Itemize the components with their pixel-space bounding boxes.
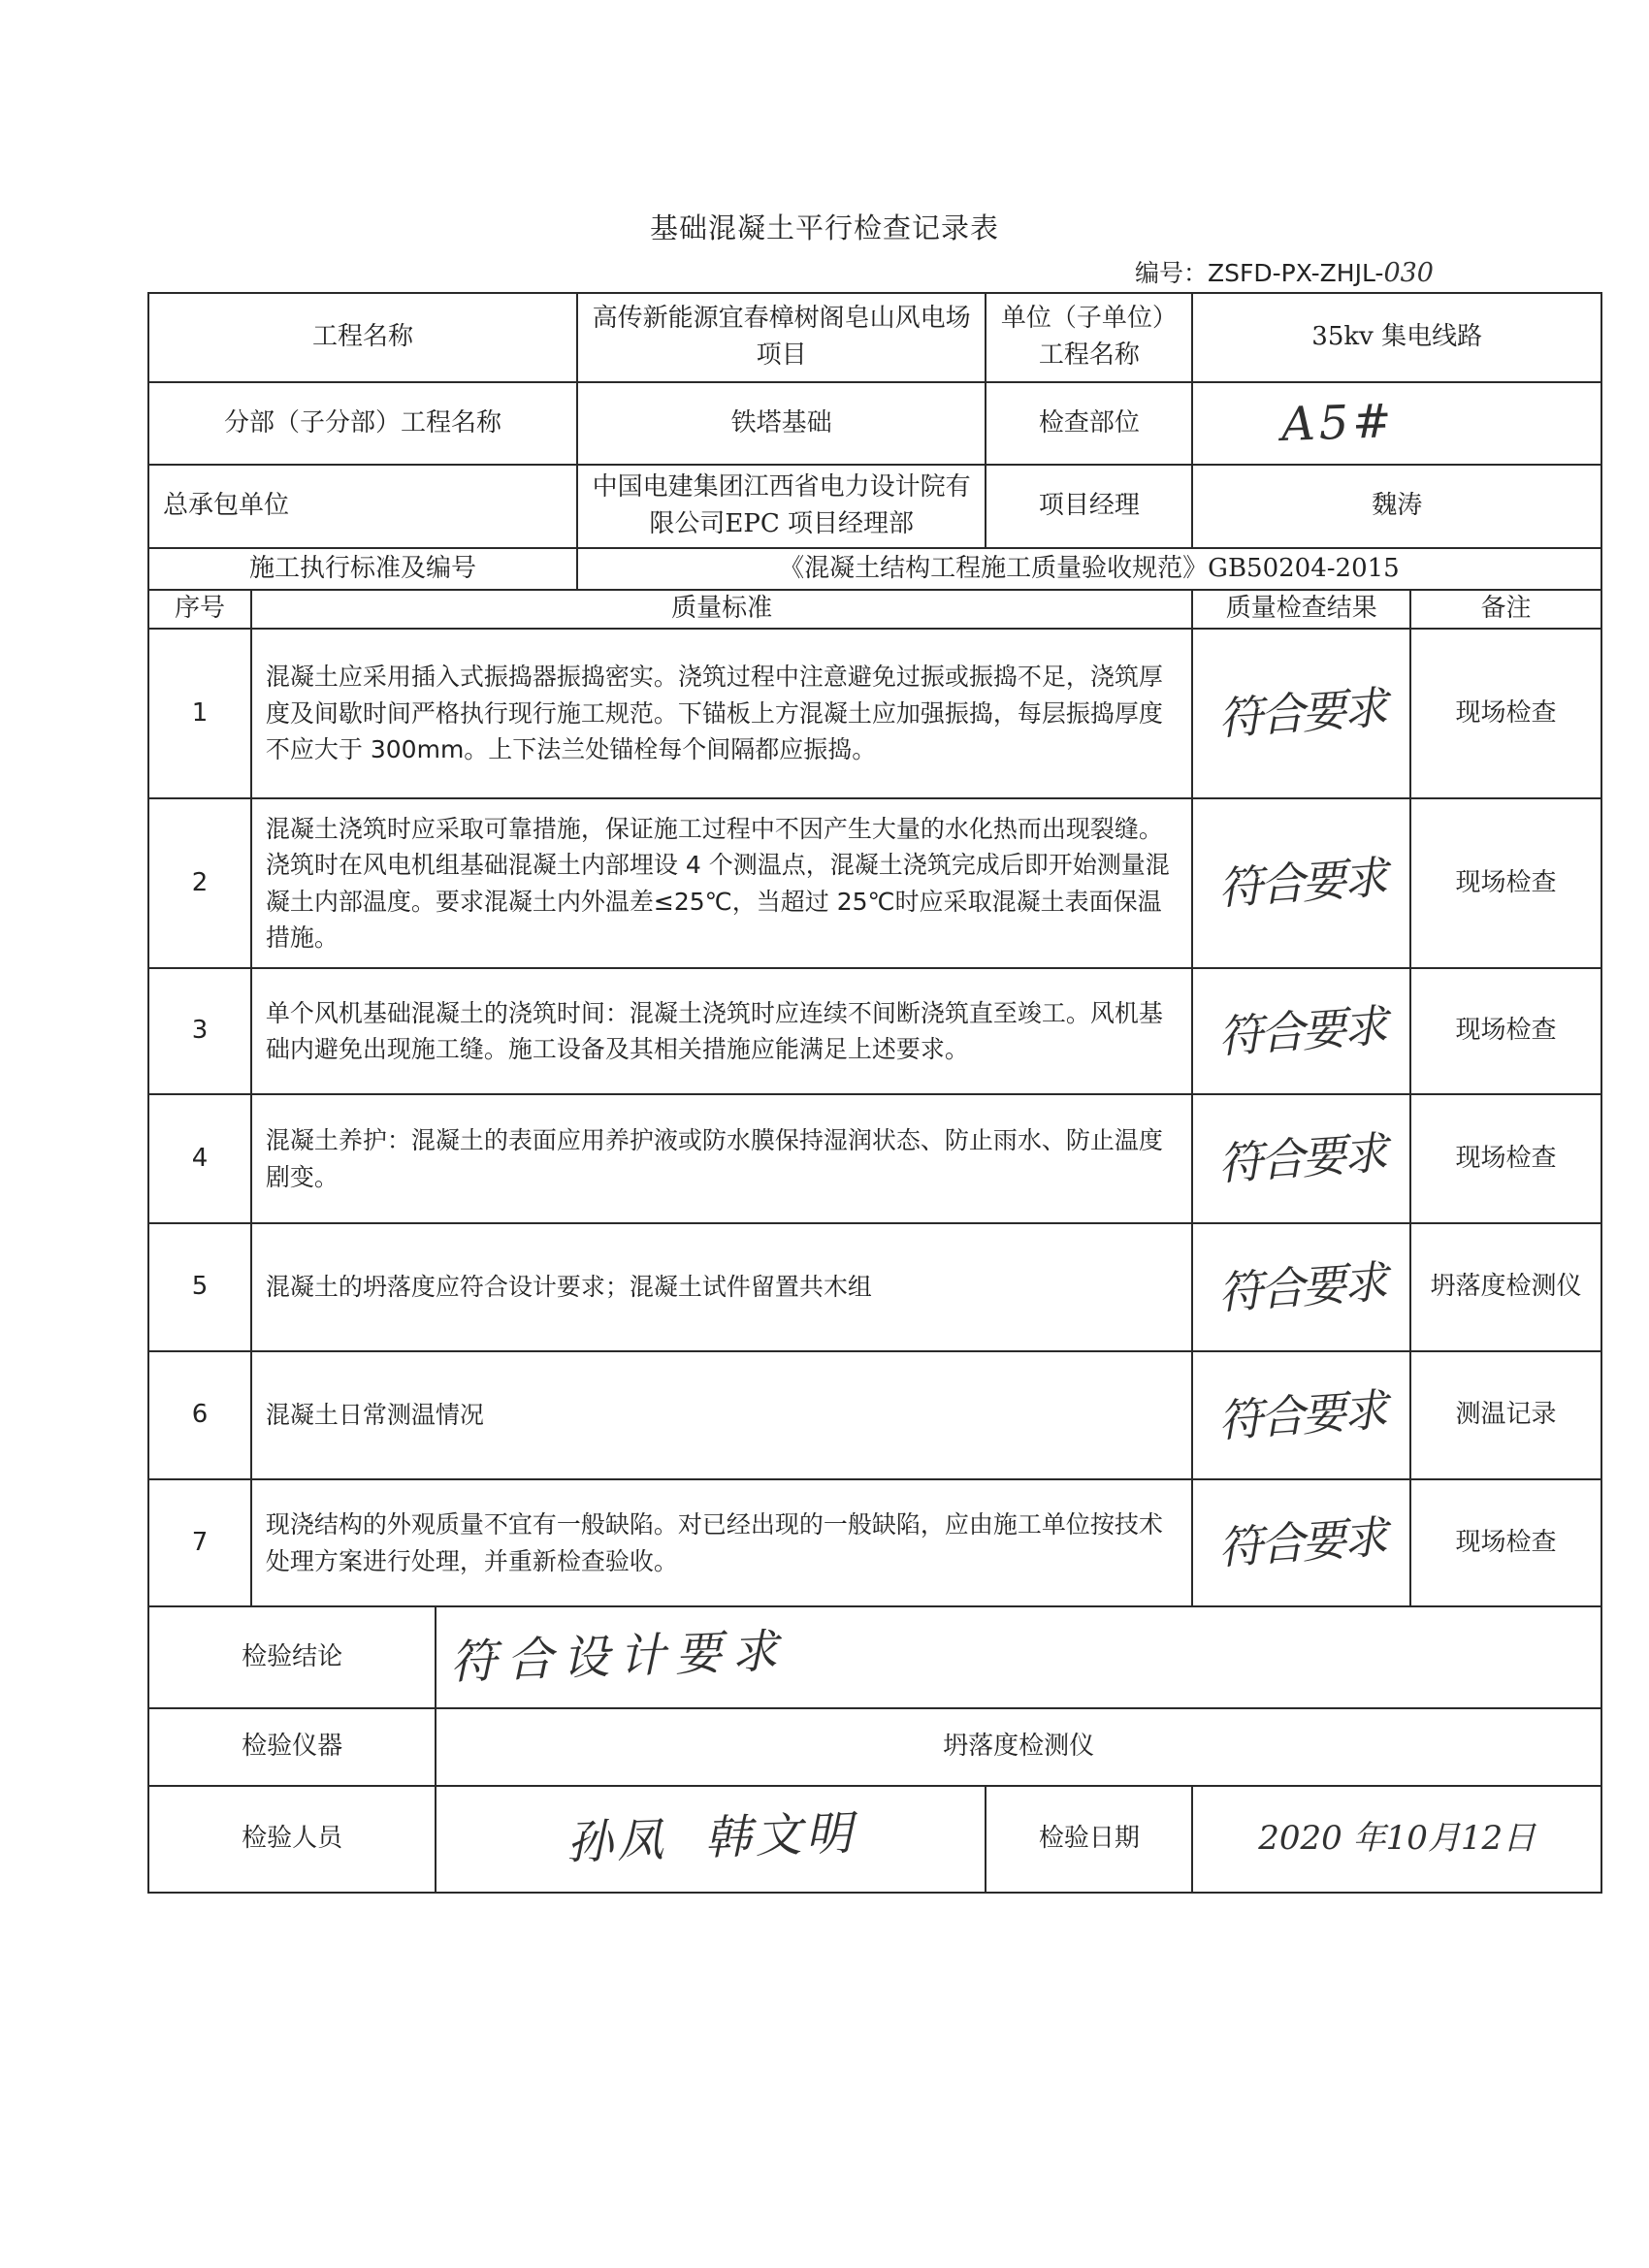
result-handwritten: 符合要求 [1216,851,1387,916]
result-handwritten: 符合要求 [1216,1382,1387,1447]
row-instrument [148,1708,1601,1786]
table-row [148,1094,1601,1223]
table-row [148,798,1601,968]
row-result [1192,1351,1410,1479]
row-standard-text: 混凝土养护：混凝土的表面应用养护液或防水膜保持湿润状态、防止雨水、防止温度剧变。 [251,1094,1192,1223]
row-standard-text: 混凝土应采用插入式振捣器振捣密实。浇筑过程中注意避免过振或振捣不足，浇筑厚度及间歇时间严格执行现行施工规范。下锚板上方混凝土应加强振捣，每层振捣厚度不应大于 300mm。上下法兰处锚栓每个间隔都应振捣。 [251,629,1192,798]
row-result [1192,968,1410,1094]
inspection-location-value [1192,382,1601,465]
row-standard [148,548,1601,590]
row-result [1192,1094,1410,1223]
date-label: 检验日期 [986,1786,1192,1893]
row-seq: 2 [148,798,251,968]
column-header-row [148,590,1601,629]
instrument-value: 坍落度检测仪 [436,1708,1601,1786]
table-row [148,1223,1601,1351]
row-conclusion [148,1606,1601,1708]
serial-number [1135,254,1434,289]
result-handwritten: 符合要求 [1216,1254,1387,1319]
inspection-location-label: 检查部位 [986,382,1192,465]
sub-project-value: 铁塔基础 [577,382,986,465]
row-result [1192,1223,1410,1351]
project-name-value: 高传新能源宜春樟树阁皂山风电场项目 [577,293,986,382]
standard-label: 施工执行标准及编号 [148,548,577,590]
col-result-header: 质量检查结果 [1192,590,1410,629]
col-remark-header: 备注 [1410,590,1601,629]
date-value [1192,1786,1601,1893]
row-standard-text: 混凝土浇筑时应采取可靠措施，保证施工过程中不因产生大量的水化热而出现裂缝。浇筑时在风电机组基础混凝土内部埋设 4 个测温点，混凝土浇筑完成后即开始测量混凝土内部温度。要求混凝土内外温差≤25℃，当超过 25℃时应采取混凝土表面保温措施。 [251,798,1192,968]
row-contractor [148,465,1601,548]
row-standard-text: 单个风机基础混凝土的浇筑时间：混凝土浇筑时应连续不间断浇筑直至竣工。风机基础内避免出现施工缝。施工设备及其相关措施应能满足上述要求。 [251,968,1192,1094]
row-remark: 坍落度检测仪 [1410,1223,1601,1351]
contractor-value: 中国电建集团江西省电力设计院有限公司EPC 项目经理部 [577,465,986,548]
inspection-form-table [147,292,1602,1894]
col-standard-header: 质量标准 [251,590,1192,629]
unit-project-label: 单位（子单位）工程名称 [986,293,1192,382]
row-standard-text: 现浇结构的外观质量不宜有一般缺陷。对已经出现的一般缺陷，应由施工单位按技术处理方案进行处理，并重新检查验收。 [251,1479,1192,1606]
result-handwritten: 符合要求 [1216,998,1387,1063]
row-seq: 4 [148,1094,251,1223]
row-result [1192,629,1410,798]
manager-value: 魏涛 [1192,465,1601,548]
row-remark: 测温记录 [1410,1351,1601,1479]
inspection-location-handwritten: A5# [1280,393,1397,452]
standard-value: 《混凝土结构工程施工质量验收规范》GB50204-2015 [577,548,1601,590]
table-row [148,1479,1601,1606]
row-seq: 5 [148,1223,251,1351]
row-remark: 现场检查 [1410,1479,1601,1606]
col-seq-header: 序号 [148,590,251,629]
manager-label: 项目经理 [986,465,1192,548]
row-result [1192,1479,1410,1606]
row-sub-project [148,382,1601,465]
conclusion-value [436,1606,1601,1708]
conclusion-label: 检验结论 [148,1606,436,1708]
table-row [148,1351,1601,1479]
contractor-label: 总承包单位 [148,465,577,548]
row-seq: 1 [148,629,251,798]
row-remark: 现场检查 [1410,1094,1601,1223]
row-remark: 现场检查 [1410,629,1601,798]
row-result [1192,798,1410,968]
row-standard-text: 混凝土日常测温情况 [251,1351,1192,1479]
conclusion-handwritten: 符合设计要求 [449,1623,790,1690]
table-row [148,968,1601,1094]
row-remark: 现场检查 [1410,798,1601,968]
row-seq: 7 [148,1479,251,1606]
row-standard-text: 混凝土的坍落度应符合设计要求；混凝土试件留置共木组 [251,1223,1192,1351]
serial-code: ZSFD-PX-ZHJL- [1208,259,1384,287]
result-handwritten: 符合要求 [1216,1510,1387,1575]
project-name-label: 工程名称 [148,293,577,382]
page-title: 基础混凝土平行检查记录表 [649,211,999,244]
inspectors-handwritten: 孙凤 韩文明 [565,1806,857,1871]
instrument-label: 检验仪器 [148,1708,436,1786]
row-seq: 3 [148,968,251,1094]
result-handwritten: 符合要求 [1216,1126,1387,1191]
sub-project-label: 分部（子分部）工程名称 [148,382,577,465]
row-seq: 6 [148,1351,251,1479]
table-row [148,629,1601,798]
serial-handwritten: 030 [1383,258,1434,288]
row-remark: 现场检查 [1410,968,1601,1094]
serial-label: 编号： [1135,259,1209,287]
unit-project-value: 35kv 集电线路 [1192,293,1601,382]
date-handwritten: 2020 年10月12日 [1258,1819,1536,1859]
row-inspectors [148,1786,1601,1893]
inspectors-value [436,1786,986,1893]
result-handwritten: 符合要求 [1216,681,1387,746]
inspectors-label: 检验人员 [148,1786,436,1893]
row-project-name [148,293,1601,382]
